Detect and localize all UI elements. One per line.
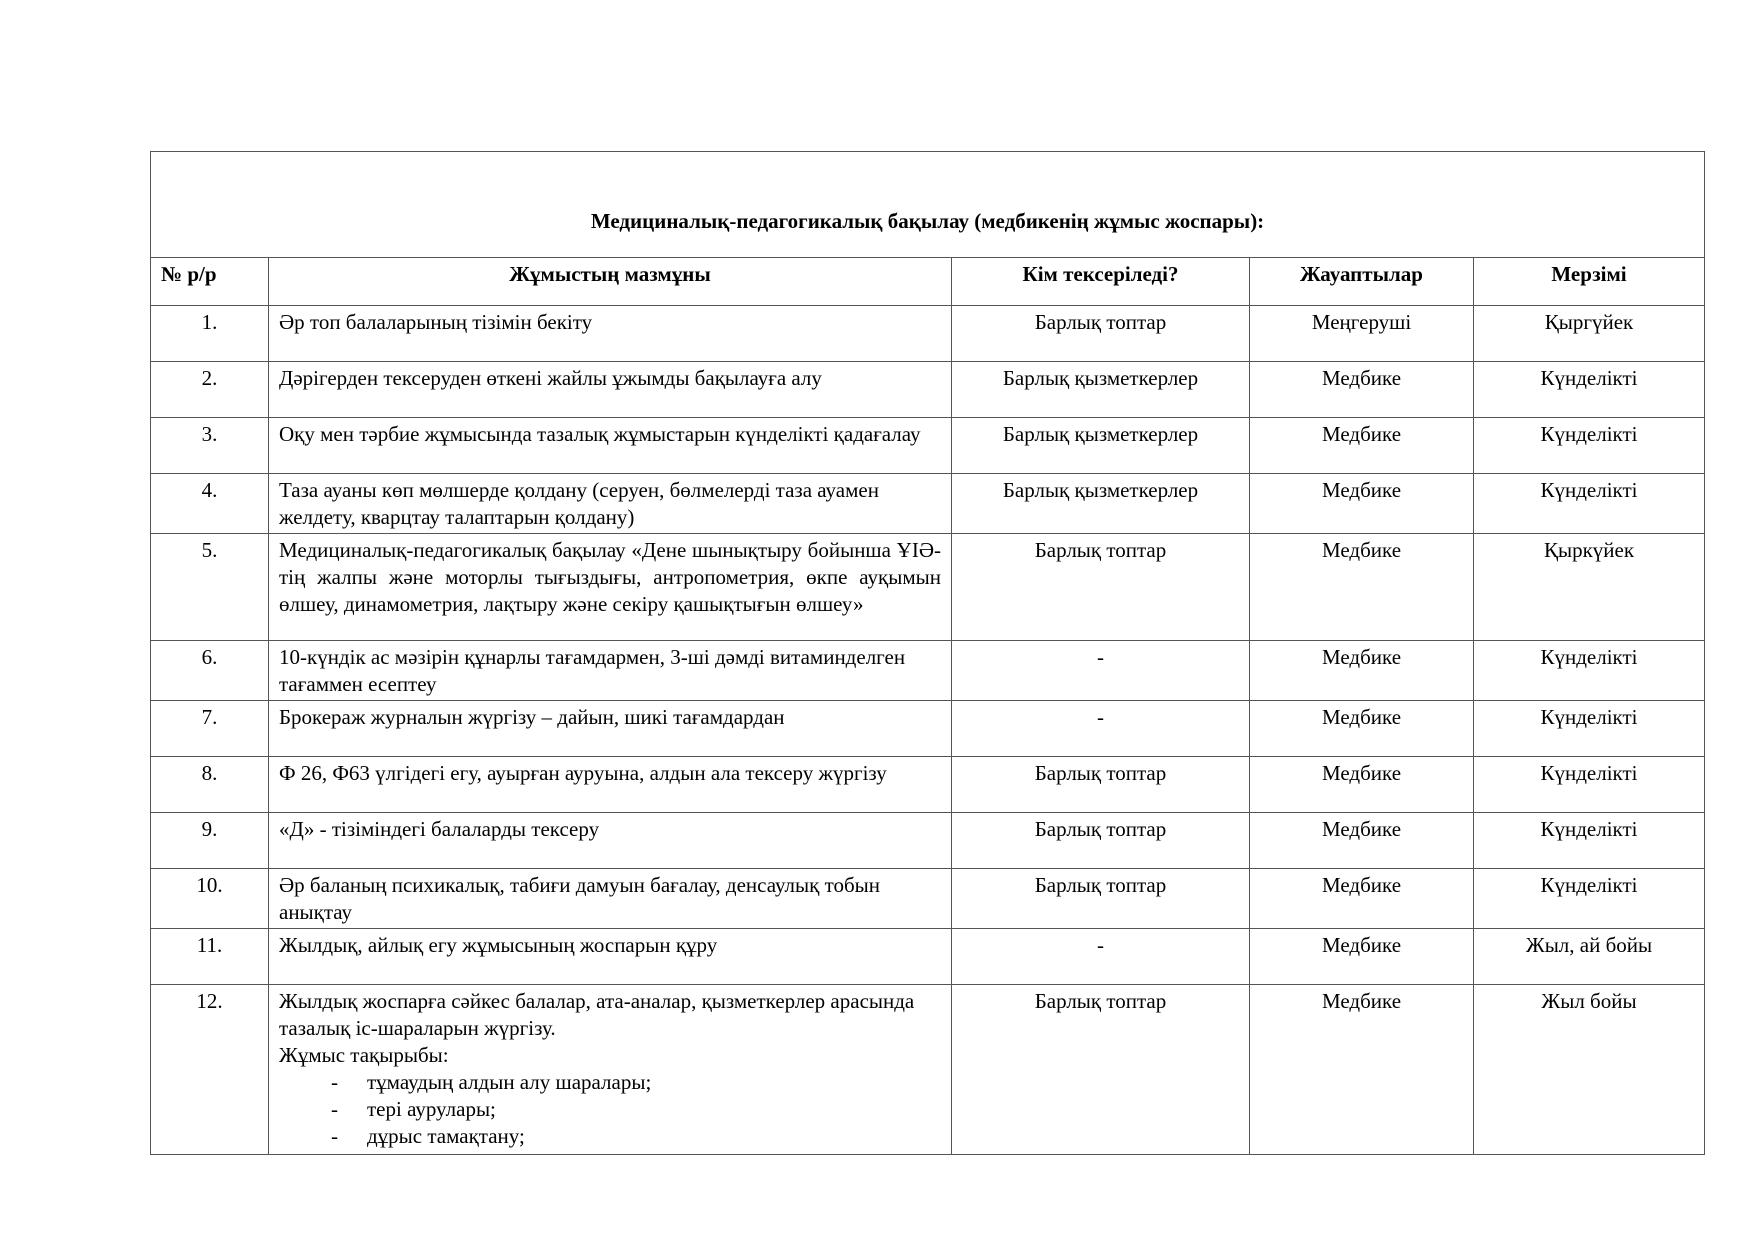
row-content: Әр топ балаларының тізімін бекіту [269, 306, 952, 362]
table-row [151, 701, 1705, 757]
row-responsible: Меңгеруші [1250, 306, 1474, 362]
row-deadline: Жыл, ай бойы [1474, 929, 1705, 985]
row-checked: Барлық топтар [952, 306, 1250, 362]
row-number: 6. [151, 641, 269, 701]
row-responsible: Медбике [1250, 701, 1474, 757]
row-deadline: Күнделікті [1474, 869, 1705, 929]
row-deadline: Күнделікті [1474, 474, 1705, 534]
row-number: 1. [151, 306, 269, 362]
table-row [151, 757, 1705, 813]
row-checked: Барлық топтар [952, 534, 1250, 641]
row-responsible: Медбике [1250, 418, 1474, 474]
list-item: - дұрыс тамақтану; [331, 1123, 941, 1150]
row-responsible: Медбике [1250, 474, 1474, 534]
row-number: 4. [151, 474, 269, 534]
row-checked: Барлық топтар [952, 757, 1250, 813]
row-checked: - [952, 929, 1250, 985]
row-content: Жылдық, айлық егу жұмысының жоспарын құру [269, 929, 952, 985]
table-title: Медициналық-педагогикалық бақылау (медбикенің жұмыс жоспары): [151, 152, 1705, 258]
row-deadline: Жыл бойы [1474, 985, 1705, 1155]
table-row [151, 985, 1705, 1155]
row-responsible: Медбике [1250, 641, 1474, 701]
row-responsible: Медбике [1250, 813, 1474, 869]
row-checked: Барлық топтар [952, 985, 1250, 1155]
row-responsible: Медбике [1250, 362, 1474, 418]
row-checked: Барлық топтар [952, 869, 1250, 929]
row-checked: - [952, 701, 1250, 757]
work-plan-table [150, 151, 1705, 1155]
list-item: - тұмаудың алдын алу шаралары; [331, 1069, 941, 1096]
row-checked: Барлық қызметкерлер [952, 362, 1250, 418]
table-row [151, 929, 1705, 985]
row-content: Брокераж журналын жүргізу – дайын, шикі тағамдардан [269, 701, 952, 757]
row-checked: Барлық топтар [952, 813, 1250, 869]
row-number: 3. [151, 418, 269, 474]
row-deadline: Күнделікті [1474, 362, 1705, 418]
row-content: Оқу мен тәрбие жұмысында тазалық жұмыстарын күнделікті қадағалау [269, 418, 952, 474]
row-content: Медициналық-педагогикалық бақылау «Дене шынықтыру бойынша ҰІӘ-тің жалпы және моторлы тығыздығы, антропометрия, өкпе ауқымын өлшеу, динамометрия, лақтыру және секіру қашықтығын өлшеу» [269, 534, 952, 641]
row-deadline: Күнделікті [1474, 418, 1705, 474]
row-content: Таза ауаны көп мөлшерде қолдану (серуен, бөлмелерді таза ауамен желдету, кварцтау талаптарын қолдану) [269, 474, 952, 534]
header-row [151, 258, 1705, 306]
topic-list [279, 1069, 941, 1150]
column-header-deadline: Мерзімі [1474, 258, 1705, 306]
row-number: 12. [151, 985, 269, 1155]
column-header-checked: Кім тексеріледі? [952, 258, 1250, 306]
row-responsible: Медбике [1250, 757, 1474, 813]
row-number: 11. [151, 929, 269, 985]
row-deadline: Күнделікті [1474, 641, 1705, 701]
row-deadline: Күнделікті [1474, 757, 1705, 813]
column-header-responsible: Жауаптылар [1250, 258, 1474, 306]
table-row [151, 362, 1705, 418]
row-deadline: Қыргүйек [1474, 306, 1705, 362]
row-number: 9. [151, 813, 269, 869]
row-content: «Д» - тізіміндегі балаларды тексеру [269, 813, 952, 869]
row-deadline: Күнделікті [1474, 701, 1705, 757]
row-responsible: Медбике [1250, 985, 1474, 1155]
row-content: Жылдық жоспарға сәйкес балалар, ата-аналар, қызметкерлер арасында тазалық іс-шараларын жүргізу. [279, 989, 915, 1040]
table-row [151, 306, 1705, 362]
row-number: 7. [151, 701, 269, 757]
row-number: 8. [151, 757, 269, 813]
row-content: Дәрігерден тексеруден өткені жайлы ұжымды бақылауға алу [269, 362, 952, 418]
table-row [151, 534, 1705, 641]
row-checked: Барлық қызметкерлер [952, 418, 1250, 474]
row-responsible: Медбике [1250, 869, 1474, 929]
row-number: 10. [151, 869, 269, 929]
column-header-content: Жұмыстың мазмұны [269, 258, 952, 306]
table-row [151, 869, 1705, 929]
table-row [151, 474, 1705, 534]
list-item: - тері аурулары; [331, 1096, 941, 1123]
column-header-number: № р/р [151, 258, 269, 306]
table-row [151, 641, 1705, 701]
row-deadline: Күнделікті [1474, 813, 1705, 869]
row-number: 2. [151, 362, 269, 418]
row-responsible: Медбике [1250, 534, 1474, 641]
row-content: 10-күндік ас мәзірін құнарлы тағамдармен, 3-ші дәмді витаминделген тағаммен есептеу [269, 641, 952, 701]
row-content: Ф 26, Ф63 үлгідегі егу, ауырған ауруына, алдын ала тексеру жүргізу [269, 757, 952, 813]
row-content-block [269, 985, 952, 1155]
title-row [151, 152, 1705, 258]
row-checked: Барлық қызметкерлер [952, 474, 1250, 534]
row-content-subtitle: Жұмыс тақырыбы: [279, 1043, 449, 1067]
row-content: Әр баланың психикалық, табиғи дамуын бағалау, денсаулық тобын анықтау [269, 869, 952, 929]
table-row [151, 418, 1705, 474]
table-row [151, 813, 1705, 869]
row-responsible: Медбике [1250, 929, 1474, 985]
row-deadline: Қыркүйек [1474, 534, 1705, 641]
row-number: 5. [151, 534, 269, 641]
row-checked: - [952, 641, 1250, 701]
